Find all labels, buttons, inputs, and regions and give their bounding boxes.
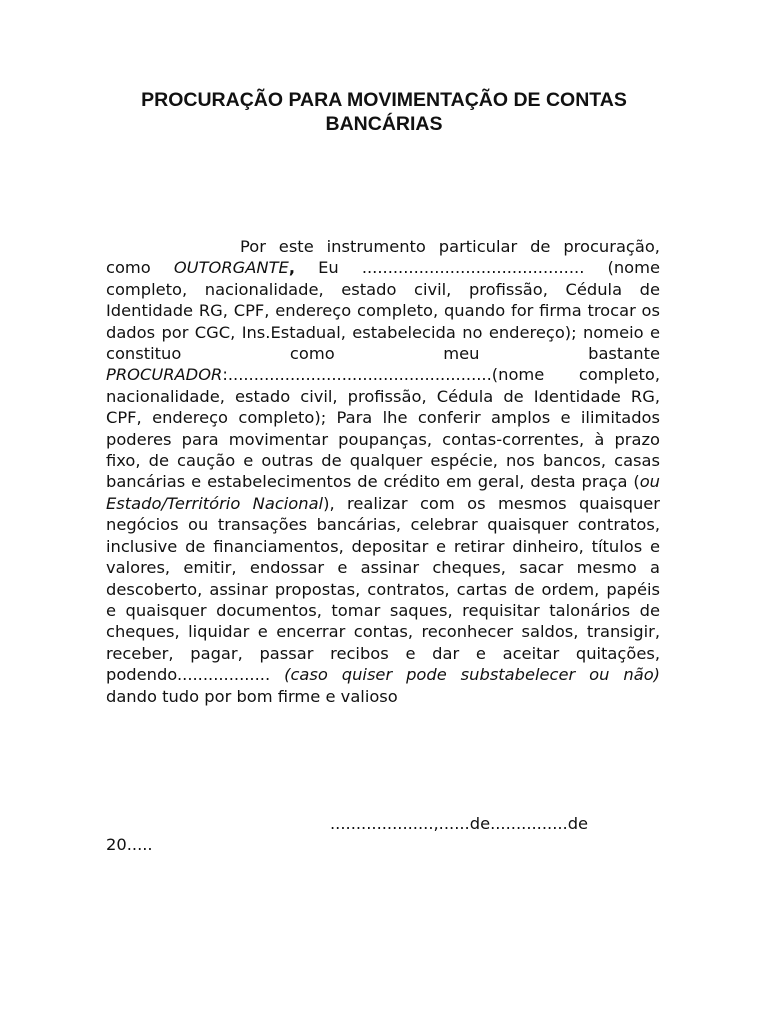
body-segment-1: Por este instrumento particular de procuração, como [106,237,660,278]
territory-note: ou Estado/Território Nacional [106,472,660,513]
outorgante-term: OUTORGANTE [173,258,289,278]
body-segment-4: ), realizar com os mesmos quaisquer negócios ou transações bancárias, celebrar quaisquer contratos, inclusive de financiamentos, depositar e retirar dinheiro, títulos e valores, emitir, endossar e assinar cheques, sacar mesmo a descoberto, assinar propostas, contratos, cartas de ordem, papéis e quaisquer documentos, tomar saques, requisitar talonários de cheques, liquidar e encerrar contas, reconhecer saldos, transigir, receber, pagar, passar recibos e dar e aceitar quitações, podendo.................. [106,493,660,685]
procuration-body [106,236,660,707]
date-place-line [106,813,660,856]
body-segment-3: :...................................................(nome completo, nacionalidade, estado civil, profissão, Cédula de Identidade RG, CPF, endereço completo); Para lhe conferir amplos e ilimitados poderes para movimentar poupanças, contas-correntes, à prazo fixo, de caução e outras de qualquer espécie, nos bancos, casas bancárias e estabelecimentos de crédito em geral, desta praça ( [106,365,660,492]
document-title [100,88,668,136]
date-line-1: ....................,......de...............de [330,814,589,833]
date-line-2: 20..... [106,835,153,855]
substabelecer-note: (caso quiser pode substabelecer ou não) [284,665,661,685]
body-segment-2: Eu ........................................... (nome completo, nacionalidade, estado civil, profissão, Cédula de Identidade RG, CPF, endereço completo, quando for firma trocar os dados por CGC, Ins.Estadual, estabelecida no endereço); nomeio e constituo como meu bastante [106,258,660,364]
title-line-2: BANCÁRIAS [325,113,443,135]
outorgante-comma: , [288,258,296,278]
title-line-1: PROCURAÇÃO PARA MOVIMENTAÇÃO DE CONTAS [141,89,627,111]
body-segment-5: dando tudo por bom firme e valioso [106,686,398,706]
procurador-term: PROCURADOR [106,365,223,385]
